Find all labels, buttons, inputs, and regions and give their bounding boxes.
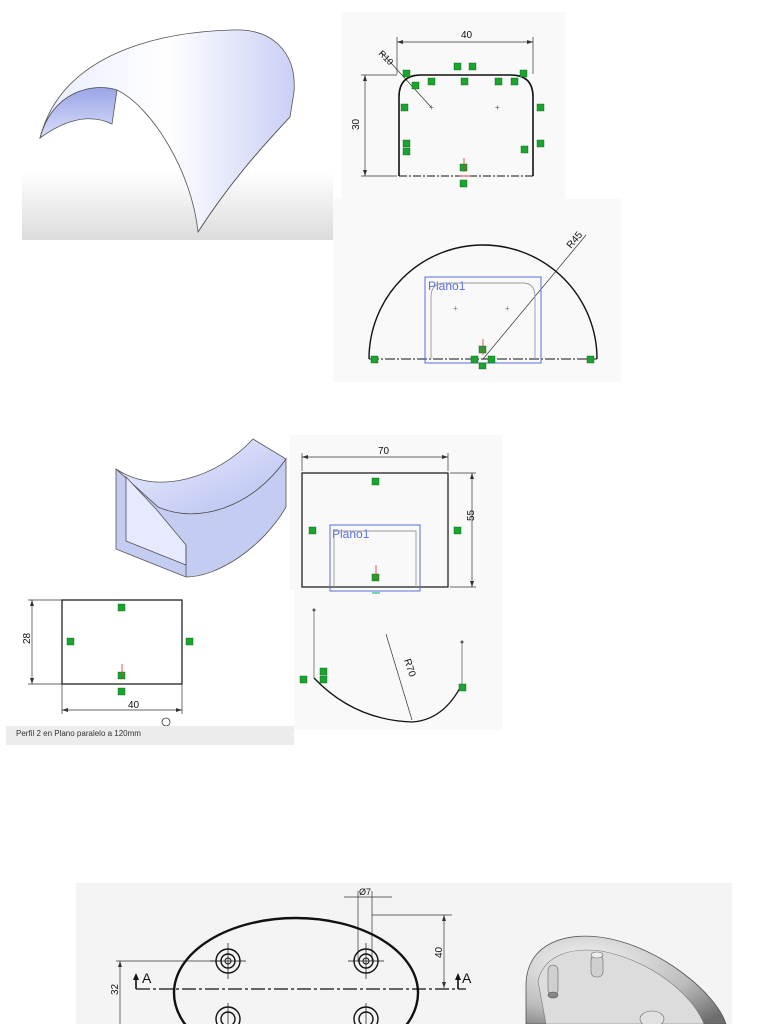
dim-height-55: 55	[466, 509, 477, 521]
svg-text:+: +	[429, 103, 434, 112]
dim-width-32: 32	[110, 983, 121, 995]
surface-3d-view-1	[22, 12, 333, 240]
drawing-oval-plate	[76, 883, 732, 1024]
sketch-semicircle-1	[333, 199, 621, 382]
sketch-rounded-rect-1	[341, 12, 565, 218]
sketch-rect-70x55	[290, 435, 502, 605]
relation-markers	[401, 63, 544, 187]
oval-plate-outline	[174, 918, 418, 1024]
arc-r70	[314, 678, 462, 722]
svg-text:+: +	[453, 304, 458, 313]
profile-rect	[302, 473, 448, 587]
sketch-arc-r70	[294, 600, 502, 730]
relation-markers	[67, 604, 193, 695]
part-3d-render	[526, 936, 726, 1024]
plane-1-label: Plano1	[428, 279, 466, 293]
shell-outer	[40, 30, 294, 232]
solid-3d-view-2	[8, 437, 290, 597]
profile-rounded-rect	[399, 75, 533, 176]
dim-radius-r45: R45	[564, 229, 586, 251]
plane-1-label: Plano1	[332, 527, 370, 541]
svg-text:+: +	[495, 103, 500, 112]
boss-holes	[216, 949, 378, 1024]
caption-perfil-2-120mm: Perfil 2 en Plano paralelo a 120mm	[16, 729, 141, 738]
dim-height-28: 28	[22, 632, 33, 644]
svg-text:+: +	[505, 304, 510, 313]
dim-height-30: 30	[351, 118, 362, 130]
dim-diameter-7: Ø7	[359, 887, 372, 897]
dim-radius-r10: R10	[376, 48, 396, 68]
dim-width-70: 70	[378, 446, 390, 457]
section-label-a-right: A	[462, 970, 472, 986]
section-label-a-left: A	[142, 970, 152, 986]
dim-width-40: 40	[128, 700, 140, 711]
relation-markers	[300, 668, 466, 691]
dim-radius-r70: R70	[401, 657, 418, 679]
dim-height-40: 40	[434, 946, 445, 958]
relation-markers	[371, 346, 594, 369]
sketch-rect-40x28	[6, 590, 294, 745]
dim-width-40: 40	[461, 30, 473, 41]
